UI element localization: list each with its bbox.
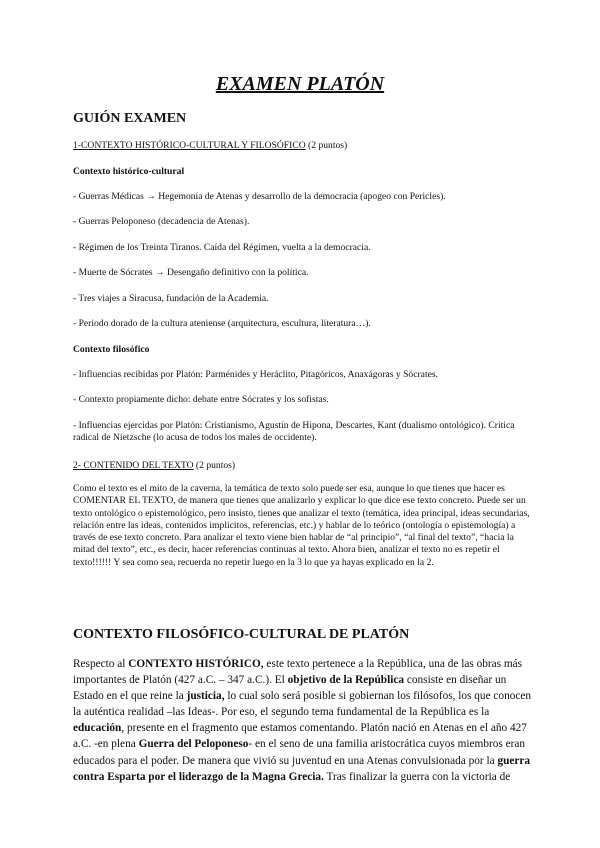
- section2-heading: [73, 460, 533, 472]
- bold-text: justicia,: [186, 690, 225, 703]
- list-item: - Guerras Peloponeso (decadencia de Atenas).: [73, 216, 250, 227]
- paragraph-text: , presente en el fragmento que estamos comentando. Platón nació en Atenas en el año 427 a.C. -en plena: [73, 722, 527, 751]
- section1-points: (2 puntos): [305, 140, 348, 151]
- paragraph-text: este texto pertenece a la República, una de las obras más importantes de Platón (427 a.C. – 347 a.C.). El: [73, 658, 523, 687]
- list-item: - Muerte de Sócrates → Desengaño definitivo con la política.: [73, 267, 309, 278]
- section1-heading: [73, 140, 533, 152]
- list-item: - Guerras Médicas → Hegemonía de Atenas y desarrollo de la democracia (apogeo con Pericles).: [73, 191, 446, 202]
- bold-text: CONTEXTO HISTÓRICO,: [128, 658, 264, 670]
- section2-points: (2 puntos): [193, 460, 236, 471]
- paragraph-text: Respecto al: [73, 658, 129, 670]
- bold-text: guerra contra Esparta por el liderazgo de la Magna Grecia.: [73, 754, 531, 783]
- list-item: - Periodo dorado de la cultura ateniense (arquitectura, escultura, literatura…).: [73, 318, 371, 329]
- document-title: EXAMEN PLATÓN: [215, 73, 385, 95]
- list-item: - Influencias ejercidas por Platón: Cristianismo, Agustín de Hipona, Descartes, Kant (dualismo ontológico). Crítica radical de Nietzsche (lo acusa de todos los males de occidente).: [73, 420, 515, 444]
- bold-text: Guerra del Peloponeso: [138, 738, 249, 751]
- list-item: - Régimen de los Treinta Tiranos. Caída del Régimen, vuelta a la democracia.: [73, 242, 371, 253]
- paragraph-text: consiste en diseñar un Estado en el que reine la: [73, 674, 507, 703]
- guion-heading: GUIÓN EXAMEN: [73, 111, 187, 126]
- contexto-heading: CONTEXTO FILOSÓFICO-CULTURAL DE PLATÓN: [73, 627, 410, 642]
- subheading-filosofico: Contexto filosófico: [73, 344, 150, 355]
- list-item: - Influencias recibidas por Platón: Parménides y Heráclito, Pitagóricos, Anaxágoras y Sócrates.: [73, 369, 438, 380]
- paragraph-text: Tras finalizar la guerra con la victoria de: [323, 770, 511, 783]
- paragraph-text: - en el seno de una familia aristocrática cuyos miembros eran educados para el poder. De manera que vivió su juventud en una Atenas convulsionada por la: [73, 738, 526, 767]
- contexto-paragraph: [73, 656, 533, 785]
- bold-text: educación: [73, 722, 122, 735]
- section2-body: Como el texto es el mito de la caverna, la temática de texto solo puede ser esa, aunque lo que tienes que hacer es COMENTAR EL TEXTO, de manera que tienes que analizarlo y explicar lo que dice ese texto concreto. Puede ser un texto ontológico o epistemológico, pero insisto, tienes que analizar el texto (temática, idea principal, ideas secundarias, relación entre las ideas, contenidos implícitos, referencias, etc.) y hablar de lo teórico (ontología o epistemología) a través de ese texto concreto. Para analizar el texto viene bien hablar de “al principio”, “al final del texto”, “hacia la mitad del texto”, etc., es decir, hacer referencias continuas al texto. Ahora bien, analizar el texto no es repetir el texto!!!!!! Y sea como sea, recuerda no repetir luego en la 3 lo que ya hayas explicado en la 2.: [73, 483, 530, 568]
- list-item: - Tres viajes a Siracusa, fundación de la Academia.: [73, 293, 269, 304]
- list-item: - Contexto propiamente dicho: debate entre Sócrates y los sofistas.: [73, 394, 329, 405]
- subheading-historico: Contexto histórico-cultural: [73, 166, 185, 177]
- section1-label: 1-CONTEXTO HISTÓRICO-CULTURAL Y FILOSÓFICO: [73, 140, 306, 151]
- bold-text: objetivo de la República: [287, 674, 405, 687]
- paragraph-text: lo cual solo será posible si gobiernan los filósofos, los que conocen la auténtica realidad –las Ideas-. Por eso, el segundo tema fundamental de la República es la: [73, 690, 532, 719]
- section2-label: 2- CONTENIDO DEL TEXTO: [73, 460, 194, 471]
